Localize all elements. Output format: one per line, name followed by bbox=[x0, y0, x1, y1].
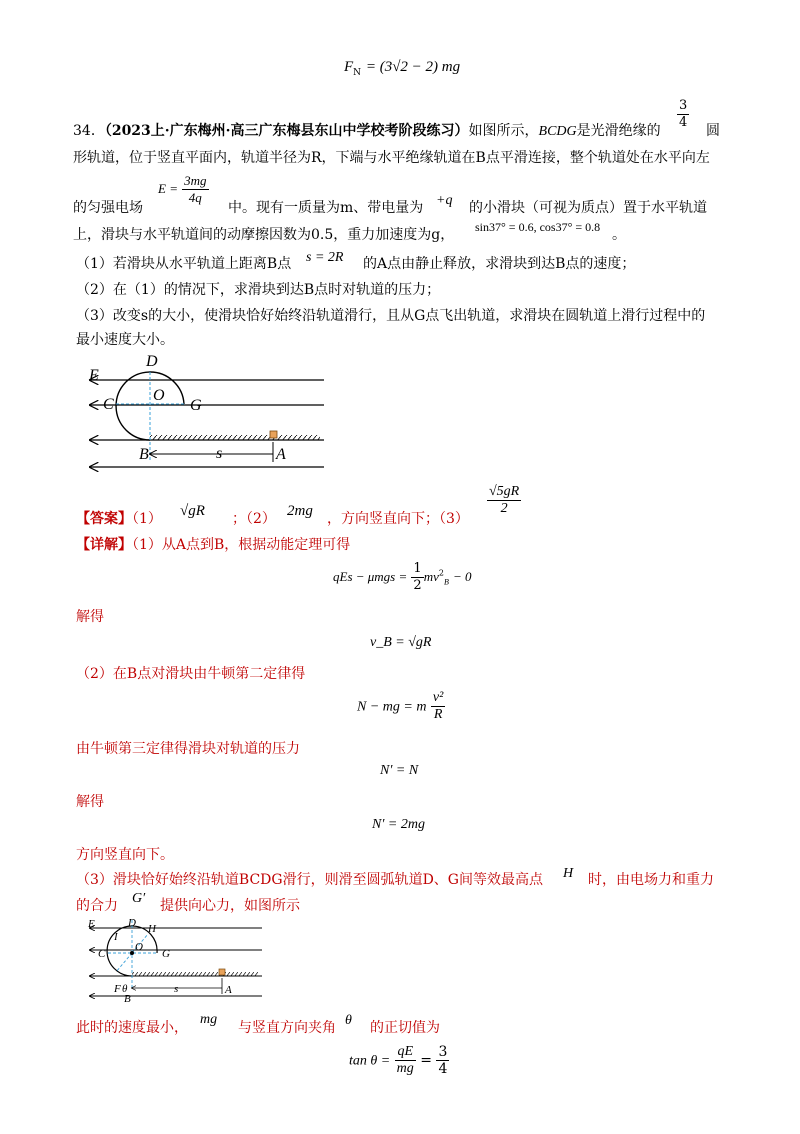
label-G: G bbox=[162, 948, 170, 960]
answer-3 bbox=[487, 484, 521, 517]
detail-tag: 【详解】 bbox=[76, 537, 132, 553]
track-name: BCDG bbox=[538, 124, 577, 139]
detail-line-4b: 时，由电场力和重力 bbox=[588, 872, 714, 888]
ground-hatch bbox=[132, 972, 258, 976]
eq-lhs: tan θ = bbox=[349, 1053, 391, 1069]
slider-block bbox=[219, 969, 225, 975]
frac-num: 1 bbox=[413, 561, 422, 576]
text: 是光滑绝缘的 bbox=[576, 123, 661, 139]
text: （1） bbox=[132, 511, 162, 527]
label-F: F bbox=[114, 983, 121, 995]
top-formula bbox=[344, 57, 460, 78]
equation-N-prime: N′ = 2mg bbox=[372, 817, 425, 832]
problem-line-3b: 中。现有一质量为m、带电量为 bbox=[228, 200, 424, 216]
question-3b: 最小速度大小。 bbox=[76, 332, 174, 348]
question-3a: （3）改变s的大小，使滑块恰好始终沿轨道滑行，且从G点飞出轨道，求滑块在圆轨道上滑行过程中的 bbox=[76, 308, 706, 324]
label-s: s bbox=[174, 983, 179, 995]
center-point bbox=[130, 951, 134, 955]
equation-newton3: N′ = N bbox=[380, 763, 419, 778]
label-E: E bbox=[89, 367, 99, 384]
frac-den: mg bbox=[396, 1061, 414, 1076]
detail-line-3: 由牛顿第三定律得滑块对轨道的压力 bbox=[76, 741, 300, 757]
problem-number: 34． bbox=[73, 123, 105, 139]
frac-den: 4 bbox=[438, 1061, 448, 1077]
frac-num: 3mg bbox=[184, 173, 207, 188]
label-C: C bbox=[98, 948, 106, 960]
problem-line-4: 上，滑块与水平轨道间的动摩擦因数为0.5，重力加速度为g， bbox=[73, 227, 455, 243]
answer-sep-1: ；（2） bbox=[232, 511, 276, 527]
solve-1: 解得 bbox=[76, 609, 104, 625]
detail-line-1 bbox=[76, 536, 350, 554]
problem-line-2: 形轨道，位于竖直平面内，轨道半径为R，下端与水平绝缘轨道在B点平滑连接，整个轨道处在水平向左 bbox=[73, 150, 710, 166]
detail-line-5a: 的合力 bbox=[76, 898, 118, 914]
trig-values: sin37° = 0.6, cos37° = 0.8 bbox=[475, 220, 601, 234]
equation-newton2 bbox=[357, 690, 445, 723]
detail-line-5b: 提供向心力，如图所示 bbox=[160, 898, 300, 914]
question-2: （2）在（1）的情况下，求滑块到达B点时对轨道的压力； bbox=[76, 282, 441, 298]
problem-line-3c: 的小滑块（可视为质点）置于水平轨道 bbox=[469, 200, 707, 216]
field-equation bbox=[158, 173, 209, 206]
label-H: H bbox=[148, 923, 156, 935]
question-1a: （1）若滑块从水平轨道上距离B点 bbox=[76, 256, 292, 272]
equation-tan-theta: tan θ = $\frac{qE}{mg}$ = $\frac{3}{4}$ bbox=[349, 1044, 448, 1077]
answer-sep-2: ，方向竖直向下；（3） bbox=[327, 511, 469, 527]
eq-lhs: qEs − μmgs = bbox=[333, 569, 408, 584]
label-theta: θ bbox=[122, 983, 128, 995]
detail-line-6a: 此时的速度最小， bbox=[76, 1020, 188, 1036]
frac-num: 3 bbox=[438, 1044, 448, 1060]
eq-lhs: N − mg = m bbox=[357, 699, 427, 715]
frac-den: R bbox=[433, 707, 443, 722]
resultant-G-prime: G′ bbox=[132, 891, 146, 906]
problem-line-3a: 的匀强电场 bbox=[73, 200, 143, 216]
detail-line-4a: （3）滑块恰好始终沿轨道BCDG滑行，则滑至圆弧轨道D、G间等效最高点 bbox=[76, 872, 543, 888]
text: 如图所示， bbox=[468, 123, 539, 139]
label-D: D bbox=[128, 917, 136, 929]
label-D: D bbox=[146, 353, 158, 370]
frac-num: √5gR bbox=[489, 484, 520, 499]
solve-2: 解得 bbox=[76, 794, 104, 810]
label-I: I bbox=[114, 931, 118, 943]
answer-label bbox=[76, 510, 162, 528]
frac-num: v² bbox=[432, 690, 444, 705]
problem-source: （2023上·广东梅州·高三广东梅县东山中学校考阶段练习） bbox=[104, 123, 469, 139]
label-s: s bbox=[216, 445, 223, 462]
label-A: A bbox=[276, 446, 286, 463]
figure-1-labels bbox=[88, 353, 286, 463]
frac-den: 2 bbox=[500, 501, 508, 516]
equation-vB: v_B = √gR bbox=[370, 635, 432, 650]
label-O: O bbox=[135, 941, 143, 953]
detail-line-6b: 与竖直方向夹角 bbox=[238, 1020, 336, 1036]
dashed-guides bbox=[116, 372, 184, 460]
label-A: A bbox=[225, 984, 232, 996]
label-B: B bbox=[124, 993, 131, 1005]
force-rhs: = (3√2 − 2) mg bbox=[365, 59, 461, 75]
detail-line-2: （2）在B点对滑块由牛顿第二定律得 bbox=[76, 666, 306, 682]
figure-1-track-diagram bbox=[86, 352, 326, 474]
eq-rhs: mv bbox=[423, 569, 439, 584]
label-E: E bbox=[88, 918, 95, 930]
force-subscript: N bbox=[353, 68, 362, 78]
label-O: O bbox=[153, 387, 165, 404]
frac-den: 4q bbox=[188, 190, 202, 205]
eq-tail: − 0 bbox=[453, 569, 472, 584]
answer-2: 2mg bbox=[287, 503, 313, 519]
equation-energy: qEs − μmgs = $\frac{1}{2}$ $mv^2_B - 0$ bbox=[333, 561, 472, 593]
problem-line-4-end: 。 bbox=[612, 227, 626, 243]
problem-line-1-end: 圆 bbox=[706, 123, 720, 139]
frac-num: 3 bbox=[679, 98, 688, 113]
text: （1）从A点到B，根据动能定理可得 bbox=[132, 537, 351, 553]
point-H: H bbox=[563, 866, 574, 881]
label-B: B bbox=[139, 446, 149, 463]
answer-1: √gR bbox=[180, 503, 205, 519]
symbol-mg: mg bbox=[200, 1012, 218, 1027]
symbol-theta: θ bbox=[345, 1013, 352, 1028]
field-lhs: E = bbox=[158, 181, 178, 196]
s-equals-2R: s = 2R bbox=[306, 250, 344, 265]
figure-2-track-diagram bbox=[86, 912, 266, 1006]
frac-den: 4 bbox=[679, 115, 688, 130]
charge-symbol: +q bbox=[436, 193, 453, 208]
detail-line-6c: 的正切值为 bbox=[370, 1020, 440, 1036]
slider-block bbox=[270, 431, 277, 438]
label-C: C bbox=[103, 396, 114, 413]
frac-num: qE bbox=[395, 1044, 416, 1061]
force-symbol: F bbox=[344, 59, 354, 75]
distance-s-marker bbox=[150, 442, 273, 462]
answer-tag: 【答案】 bbox=[76, 511, 132, 527]
frac-den: 2 bbox=[413, 578, 422, 593]
problem-line-1 bbox=[73, 122, 661, 141]
label-G: G bbox=[190, 397, 202, 414]
direction-text: 方向竖直向下。 bbox=[76, 847, 174, 863]
ground-hatch bbox=[150, 435, 320, 440]
question-1b: 的A点由静止释放，求滑块到达B点的速度； bbox=[363, 256, 636, 272]
fraction-three-quarters bbox=[677, 98, 689, 131]
